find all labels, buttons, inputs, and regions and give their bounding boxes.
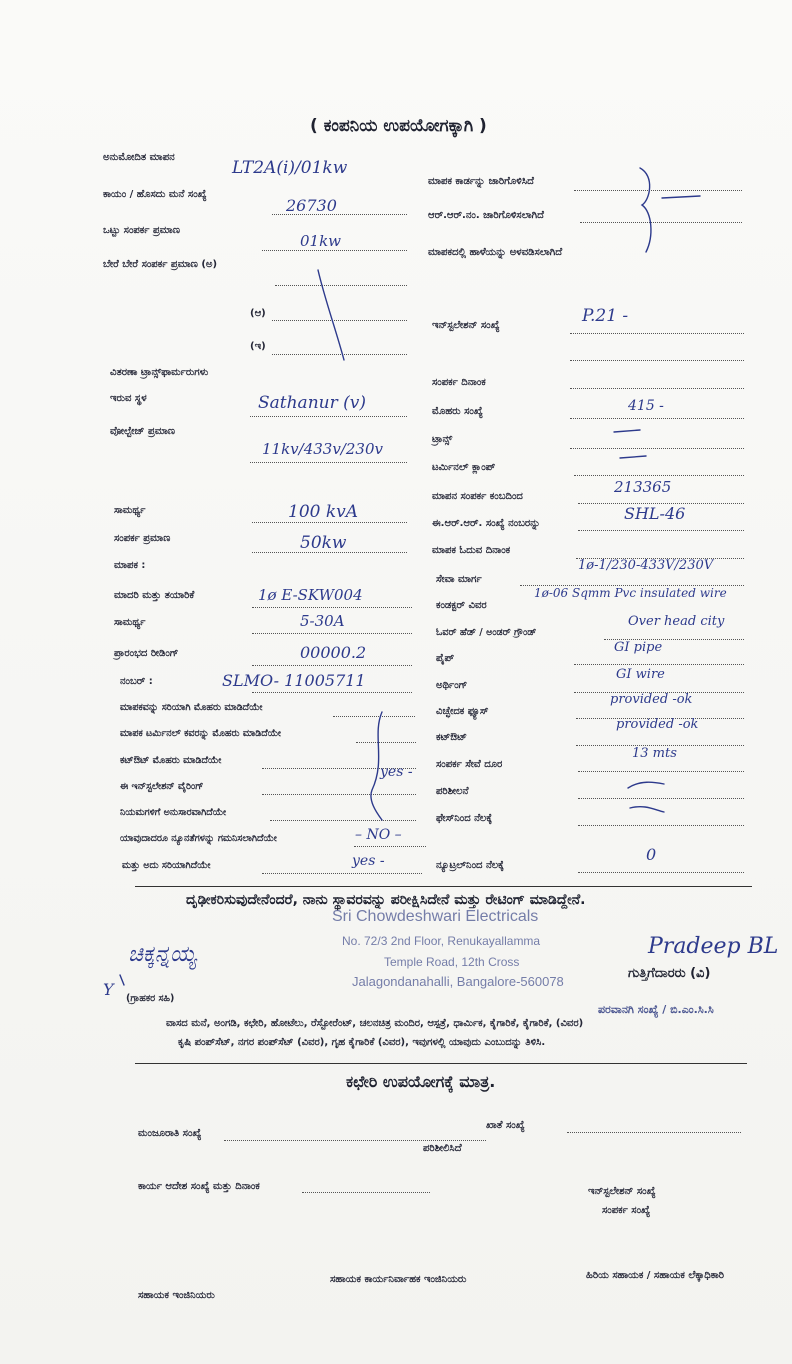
field-label: ಈ.ಆರ್.ಆರ್. ಸಂಖ್ಯೆ ನಂಬರನ್ನು [432,518,541,529]
field-value: provided -ok [616,717,699,732]
field-line [567,1132,741,1133]
field-value: 13 mts [632,746,677,761]
field-label: ಒಟ್ಟು ಸಂಪರ್ಕ ಪ್ರಮಾಣ [103,225,180,236]
field-value: GI wire [616,667,665,682]
field-value: 1ø-06 Sqmm Pvc insulated wire [534,586,727,600]
sig-accounts-officer: ಹಿರಿಯ ಸಹಾಯಕ / ಸಹಾಯಕ ಲೆಕ್ಕಾಧಿಕಾರಿ [586,1270,725,1281]
field-value: Over head city [628,614,725,629]
check-label: ಯಾವುದಾದರೂ ನ್ಯೂನತೆಗಳನ್ನು ಗಮನಿಸಲಾಗಿದೆಯೇ [120,833,277,844]
sig-assistant-executive-engineer: ಸಹಾಯಕ ಕಾರ್ಯನಿರ್ವಾಹಕ ಇಂಜಿನಿಯರು [330,1274,467,1285]
sig-assistant-engineer: ಸಹಾಯಕ ಇಂಜಿನಿಯರು [138,1290,215,1301]
field-label: ಆರ್.ಆರ್.ನಂ. ಜಾರಿಗೊಳಿಸಲಾಗಿದೆ [428,210,544,221]
field-label: ಪೈಪ್ [436,653,455,664]
field-label: ಸಾಮರ್ಥ್ಯ [114,505,146,516]
field-label: ಓವರ್ ಹೆಡ್ / ಅಂಡರ್ ಗ್ರೌಂಡ್ [436,627,537,638]
stamp-line-3: Temple Road, 12th Cross [384,955,520,969]
field-value: 00000.2 [300,643,367,662]
field-label: ನ್ಯೂಟ್ರಲ್‌ನಿಂದ ನೆಲಕ್ಕೆ [436,860,504,871]
note-line-2: ಕೃಷಿ ಪಂಪ್‌ಸೆಟ್, ನಗರ ಪಂಪ್‌ಸೆಟ್ (ವಿವರ), ಗೃಹ ಕೈಗಾರಿಕೆ (ವಿವರ), ಇವುಗಳಲ್ಲಿ ಯಾವುದು ಎಂಬುದನ್ನು ತಿಳಿಸಿ. [178,1037,546,1048]
field-line [224,1140,486,1141]
field-label: ಇನ್‌ಸ್ಟಲೇಶನ್ ಸಂಖ್ಯೆ [432,320,500,331]
check-value: – NO – [355,827,402,843]
field-label: ಇರುವ ಸ್ಥಳ [110,393,147,404]
field-label: ಕಾಯಂ / ಹೊಸದು ಮನೆ ಸಂಖ್ಯೆ [103,189,207,200]
field-label: ನಂಬರ್ : [120,676,153,687]
check-value: yes - [380,764,413,780]
field-label: ಸೇವಾ ಮಾರ್ಗ [436,574,482,585]
field-value: P.21 - [582,306,629,326]
check-value: yes - [352,853,385,869]
field-value: 1ø-1/230-433V/230V [578,558,714,573]
field-label: ಕಟ್‌ಔಟ್ [436,732,467,743]
bracket-stroke [640,168,651,252]
installation-no-label: ಇನ್‌ಸ್ಟಲೇಶನ್ ಸಂಖ್ಯೆ [588,1186,656,1197]
consumer-signature: ಚಿಕ್ಕನ್ನಯ್ಯ [128,942,197,967]
field-value: Sathanur (v) [258,393,366,413]
field-value: 213365 [614,478,672,496]
field-value: 01kw [300,232,342,250]
check-label: ಮತ್ತು ಅದು ಸರಿಯಾಗಿದೆಯೇ [122,860,211,871]
field-label: ವಿತರಣಾ ಟ್ರಾನ್ಸ್‌ಫಾರ್ಮರುಗಳು [110,367,209,378]
stamp-line-4: Jalagondanahalli, Bangalore-560078 [352,974,564,989]
field-label: (ಇ) [250,341,266,352]
field-label: ಫೇಸ್‌ನಿಂದ ನೆಲಕ್ಕೆ [436,813,493,824]
field-label: ಸಂಪರ್ಕ ಸೇವೆ ದೂರ [436,759,503,770]
stamp-line-2: No. 72/3 2nd Floor, Renukayallamma [342,934,541,948]
field-value: 1ø E-SKW004 [258,586,363,604]
check-label: ಮಾಪಕ ಟರ್ಮಿನಲ್ ಕವರನ್ನು ಮೊಹರು ಮಾಡಿದೆಯೇ [120,728,282,739]
field-value: 415 - [628,398,664,414]
field-line [302,1192,430,1193]
field-label: ಮಾದರಿ ಮತ್ತು ತಯಾರಿಕೆ [114,590,195,601]
check-label: ನಿಯಮಗಳಿಗೆ ಅನುಸಾರವಾಗಿದೆಯೇ [120,807,227,818]
margin-mark: Y [103,980,114,999]
check-label: ಕಟ್‌ಔಟ್ ಮೊಹರು ಮಾಡಿದೆಯೇ [120,755,222,766]
connection-no-label: ಸಂಪರ್ಕ ಸಂಖ್ಯೆ [602,1205,651,1216]
check-label: ಮಾಪಕವನ್ನು ಸರಿಯಾಗಿ ಮೊಹರು ಮಾಡಿದೆಯೇ [120,702,263,713]
field-label: ಪರಿಶೀಲನೆ [436,786,469,797]
field-label: ಮಾಪಕ ಕಾರ್ಡನ್ನು ಜಾರಿಗೊಳಿಸಿದೆ [428,176,534,187]
field-label: ಸಂಪರ್ಕ ದಿನಾಂಕ [432,377,486,388]
divider [135,886,752,887]
field-label: ಸಾಮರ್ಥ್ಯ [114,617,146,628]
field-value: SHL-46 [624,504,686,523]
contractor-sub-label: ಪರವಾನಗಿ ಸಂಖ್ಯೆ / ಬಿ.ಎಂ.ಸಿ.ಸಿ [598,1003,714,1016]
field-value: 100 kvA [288,502,359,522]
field-value: 50kw [300,533,347,553]
field-value: 0 [646,845,657,864]
field-value: 5-30A [300,612,345,630]
field-label: ಮಾಪಕದಲ್ಲಿ ಹಾಳೆಯನ್ನು ಅಳವಡಿಸಲಾಗಿದೆ [428,247,563,258]
field-label: ಕಂಡಕ್ಟರ್ ವಿವರ [436,600,487,611]
field-label: ಅನುಮೋದಿತ ಮಾಪನ [103,152,175,163]
ledger-no-label: ಮಂಜೂರಾತಿ ಸಂಖ್ಯೆ [138,1128,202,1139]
divider [135,1063,747,1064]
field-label: ಟರ್ಮಿನಲ್ ಕ್ಲಾಂಪ್ [432,462,496,473]
office-title: ಕಛೇರಿ ಉಪಯೋಗಕ್ಕೆ ಮಾತ್ರ. [346,1072,496,1091]
field-value: 26730 [286,196,337,215]
field-value: 11kv/433v/230v [262,440,383,458]
form-title: ( ಕಂಪನಿಯ ಉಪಯೋಗಕ್ಕಾಗಿ ) [310,116,487,136]
field-label: ಮಾಪಕ ಓದುವ ದಿನಾಂಕ [432,545,511,556]
folio-no-label: ಖಾತೆ ಸಂಖ್ಯೆ [486,1120,525,1131]
field-value: provided -ok [610,692,693,707]
field-label: ಸಂಪರ್ಕ ಪ್ರಮಾಣ [114,533,171,544]
field-value: GI pipe [614,640,663,655]
consumer-signature-label: (ಗ್ರಾಹಕರ ಸಹಿ) [126,993,175,1004]
checked-label: ಪರಿಶೀಲಿಸಿದೆ [423,1143,462,1154]
ditto-stroke [318,270,344,360]
field-label: ಮಾಪಕ : [114,560,146,571]
note-line-1: ವಾಸದ ಮನೆ, ಅಂಗಡಿ, ಕಛೇರಿ, ಹೋಟೆಲು, ರೆಸ್ಟೋರೆಂಟ್, ಚಲನಚಿತ್ರ ಮಂದಿರ, ಆಸ್ಪತ್ರೆ, ಧಾರ್ಮಿಕ, ಕೈಗಾರಿಕೆ, ಕೈಗಾರಿಕೆ, (ವಿವರ) [166,1018,584,1029]
field-value: LT2A(i)/01kw [232,158,348,178]
field-label: ವೋಲ್ಟೇಜ್ ಪ್ರಮಾಣ [110,426,175,437]
field-label: (ಆ) [250,308,266,319]
contractor-signature: Pradeep BL [648,934,779,959]
contractor-label: ಗುತ್ತಿಗೆದಾರರು (ವಿ) [628,966,711,981]
field-label: ಬೇರೆ ಬೇರೆ ಸಂಪರ್ಕ ಪ್ರಮಾಣ (ಅ) [103,259,218,270]
work-order-label: ಕಾರ್ಯ ಆದೇಶ ಸಂಖ್ಯೆ ಮತ್ತು ದಿನಾಂಕ [138,1181,260,1192]
check-label: ಈ ಇನ್‌ಸ್ಟಲೇಶನ್ ವೈರಿಂಗ್ [120,781,204,792]
stamp-line-1: Sri Chowdeshwari Electricals [332,908,539,925]
declaration-text: ದೃಢೀಕರಿಸುವುದೇನೆಂದರೆ, ನಾನು ಸ್ಥಾವರವನ್ನು ಪರೀಕ್ಷಿಸಿದೇನೆ ಮತ್ತು ರೇಟಿಂಗ್ ಮಾಡಿದ್ದೇನೆ. [186,892,586,908]
field-label: ಮಾಪನ ಸಂಪರ್ಕ ಕಂಬದಿಂದ [432,491,523,502]
field-label: ಮೊಹರು ಸಂಖ್ಯೆ [432,406,483,417]
field-value: SLMO- 11005711 [222,671,366,690]
field-label: ಟ್ರಾನ್ಸ್ [432,434,453,445]
field-label: ಅರ್ಥಿಂಗ್ [436,680,468,691]
field-label: ವಿಚ್ಛೇದಕ ಫ್ಯೂಸ್ [436,706,489,717]
field-label: ಪ್ರಾರಂಭದ ರೀಡಿಂಗ್ [114,648,179,659]
